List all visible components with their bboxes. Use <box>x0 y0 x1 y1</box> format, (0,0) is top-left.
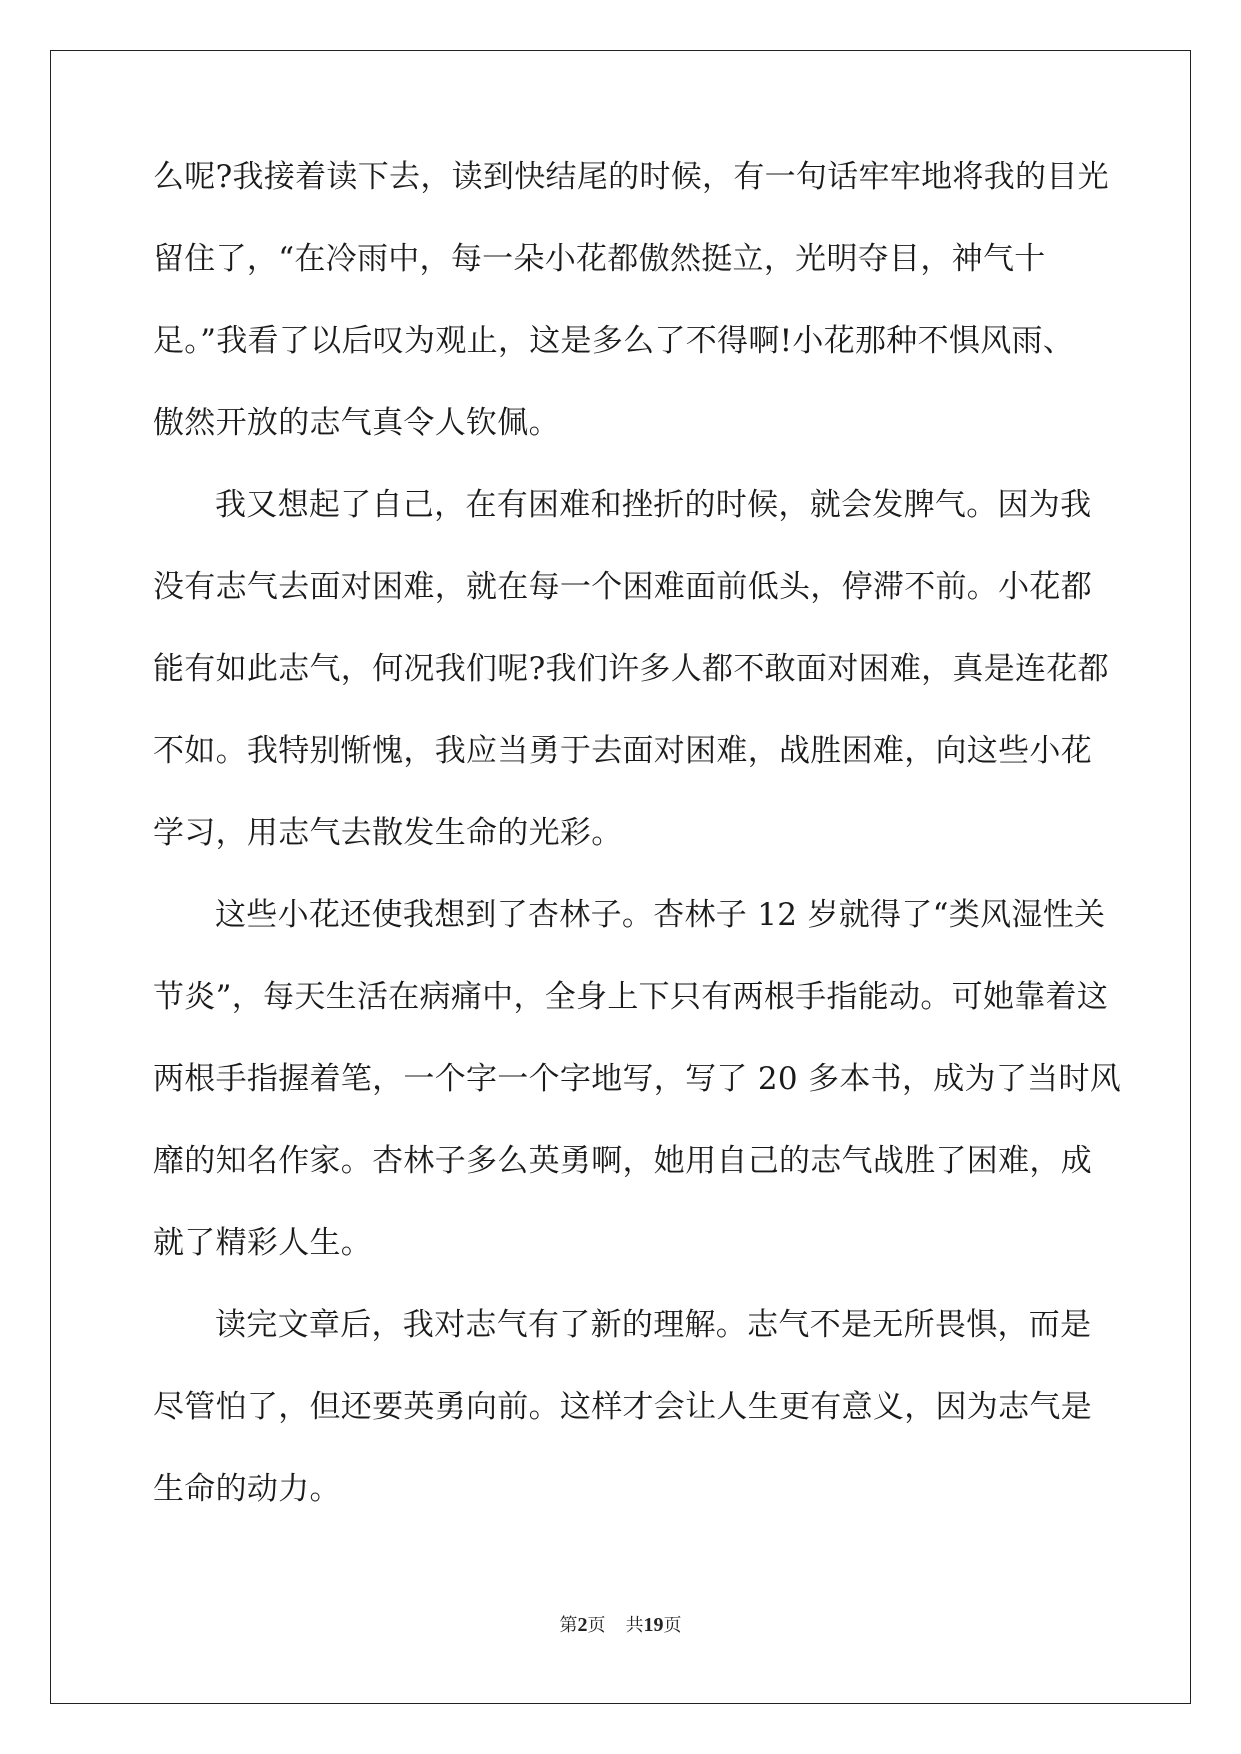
text-line: 能有如此志气，何况我们呢?我们许多人都不敢面对困难，真是连花都 <box>153 651 1109 687</box>
text-line: 我又想起了自己，在有困难和挫折的时候，就会发脾气。因为我 <box>215 487 1092 523</box>
total-suffix: 页 <box>663 1615 682 1636</box>
text-line: 这些小花还使我想到了杏林子。杏林子 12 岁就得了“类风湿性关 <box>215 897 1106 933</box>
text-line: 足。”我看了以后叹为观止，这是多么了不得啊!小花那种不惧风雨、 <box>153 323 1075 359</box>
text-line: 没有志气去面对困难，就在每一个困难面前低头，停滞不前。小花都 <box>153 569 1092 605</box>
text-line: 读完文章后，我对志气有了新的理解。志气不是无所畏惧，而是 <box>215 1307 1092 1343</box>
text-line: 生命的动力。 <box>153 1471 341 1507</box>
paragraph <box>153 897 1122 1308</box>
document-body <box>153 159 1122 1554</box>
paragraph <box>153 159 1109 488</box>
total-prefix: 共 <box>625 1615 644 1636</box>
paragraph <box>153 1308 1093 1554</box>
text-line: 学习，用志气去散发生命的光彩。 <box>153 815 623 851</box>
text-line: 么呢?我接着读下去，读到快结尾的时候，有一句话牢牢地将我的目光 <box>153 159 1109 195</box>
page-number: 2 <box>577 1614 588 1636</box>
text-line: 傲然开放的志气真令人钦佩。 <box>153 405 560 441</box>
text-line: 不如。我特别惭愧，我应当勇于去面对困难，战胜困难，向这些小花 <box>153 733 1092 769</box>
text-line: 留住了，“在冷雨中，每一朵小花都傲然挺立，光明夺目，神气十 <box>153 241 1046 277</box>
text-line: 节炎”，每天生活在病痛中，全身上下只有两根手指能动。可她靠着这 <box>153 979 1109 1015</box>
paragraph <box>153 487 1109 898</box>
text-line: 就了精彩人生。 <box>153 1225 373 1261</box>
text-line: 靡的知名作家。杏林子多么英勇啊，她用自己的志气战胜了困难，成 <box>153 1143 1092 1179</box>
total-pages: 19 <box>643 1614 664 1636</box>
text-line: 尽管怕了，但还要英勇向前。这样才会让人生更有意义，因为志气是 <box>153 1389 1092 1425</box>
text-line: 两根手指握着笔，一个字一个字地写，写了 20 多本书，成为了当时风 <box>153 1061 1122 1097</box>
page-prefix: 第 <box>559 1615 578 1636</box>
page-suffix: 页 <box>587 1615 606 1636</box>
page-footer <box>0 1614 1241 1637</box>
